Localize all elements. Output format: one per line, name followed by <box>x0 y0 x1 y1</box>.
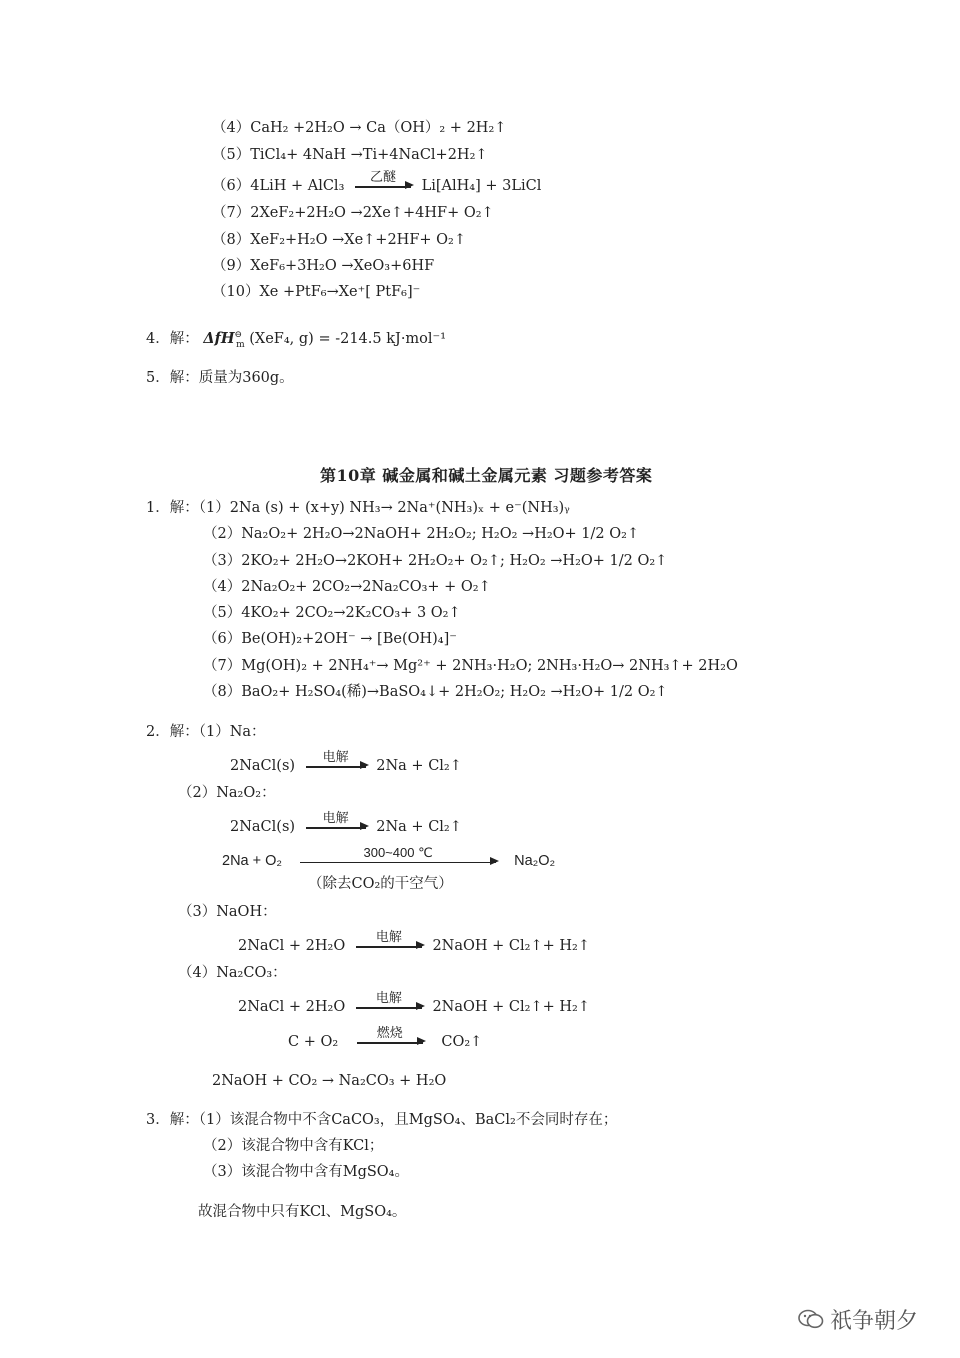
s1-line-6: （6）Be(OH)₂+2OH⁻ → [Be(OH)₄]⁻ <box>203 631 457 647</box>
eq-line-10: （10）Xe +PtF₆→Xe⁺[ PtF₆]⁻ <box>212 284 421 300</box>
s3-conclusion: 故混合物中只有KCl、MgSO₄。 <box>198 1204 407 1220</box>
chapter-title: 第10章 碱金属和碱土金属元素 习题参考答案 <box>320 466 653 485</box>
s2-eq4 <box>238 930 590 956</box>
chat-bubble-icon <box>798 1308 824 1336</box>
answer-4-value: (XeF₄, g) = -214.5 kJ·mol⁻¹ <box>249 330 447 347</box>
eq-line-4: （4）CaH₂ +2H₂O → Ca（OH）₂ + 2H₂↑ <box>212 120 507 136</box>
eq-line-5: （5）TiCl₄+ 4NaH →Ti+4NaCl+2H₂↑ <box>212 147 488 163</box>
arrow-label: 300~400 ℃ <box>363 844 433 860</box>
eq4-right: 2NaOH + Cl₂↑+ H₂↑ <box>432 938 590 954</box>
eq2-right: 2Na + Cl₂↑ <box>376 819 462 835</box>
eq-line-6-right: Li[AlH₄] + 3LiCl <box>421 178 542 194</box>
eq-line-6-left: （6）4LiH + AlCl₃ <box>212 178 345 194</box>
watermark-text: 祇争朝夕 <box>830 1309 919 1334</box>
arrow-label: 电解 <box>322 750 349 766</box>
eq5-left: 2NaCl + 2H₂O <box>238 999 346 1015</box>
s2-eq6 <box>288 1026 483 1052</box>
enthalpy-subscript: m <box>236 339 245 350</box>
s2-sub2: （2）Na₂O₂： <box>178 785 276 801</box>
s3-line-3: （3）该混合物中含有MgSO₄。 <box>203 1164 409 1180</box>
eq-line-9: （9）XeF₆+3H₂O →XeO₃+6HF <box>212 258 435 274</box>
s2-eq7: 2NaOH + CO₂ → Na₂CO₃ + H₂O <box>212 1073 447 1089</box>
standard-state-mark: ⊖ <box>234 330 243 340</box>
s2-eq3-note: （除去CO₂的干空气） <box>308 876 453 892</box>
watermark <box>798 1304 918 1336</box>
eq1-right: 2Na + Cl₂↑ <box>376 758 462 774</box>
s1-line-7: （7）Mg(OH)₂ + 2NH₄⁺→ Mg²⁺ + 2NH₃·H₂O; 2NH₃·H₂O→ 2NH₃↑+ 2H₂O <box>203 658 738 674</box>
reaction-arrow <box>355 170 411 187</box>
s1-line-1: 1．解：（1）2Na (s) + (x+y) NH₃→ 2Na⁺(NH₃)ₓ + e⁻(NH₃)ᵧ <box>146 500 570 516</box>
enthalpy-symbol: ΔfH <box>203 329 235 347</box>
arrow-label: 电解 <box>375 991 402 1007</box>
s1-line-5: （5）4KO₂+ 2CO₂→2K₂CO₃+ 3 O₂↑ <box>203 605 461 621</box>
electrolysis-arrow <box>356 930 422 947</box>
s2-sub3: （3）NaOH： <box>178 904 277 920</box>
electrolysis-arrow <box>306 811 366 828</box>
arrow-label: 乙醚 <box>369 170 396 186</box>
s2-eq3 <box>222 844 556 871</box>
s1-line-4: （4）2Na₂O₂+ 2CO₂→2Na₂CO₃+ + O₂↑ <box>203 579 491 595</box>
eq-line-7: （7）2XeF₂+2H₂O →2Xe↑+4HF+ O₂↑ <box>212 205 494 221</box>
eq5-right: 2NaOH + Cl₂↑+ H₂↑ <box>432 999 590 1015</box>
combustion-arrow <box>357 1026 423 1043</box>
arrow-label: 电解 <box>375 930 402 946</box>
arrow-label: 燃烧 <box>376 1026 403 1042</box>
s2-eq5 <box>238 991 590 1017</box>
eq2-left: 2NaCl(s) <box>230 819 296 835</box>
electrolysis-arrow <box>306 750 366 767</box>
s3-line-2: （2）该混合物中含有KCl； <box>203 1138 384 1154</box>
s2-eq2 <box>230 811 462 837</box>
heating-arrow <box>300 844 496 863</box>
eq1-left: 2NaCl(s) <box>230 758 296 774</box>
answer-4 <box>146 325 446 355</box>
eq6-right: CO₂↑ <box>441 1034 483 1050</box>
eq3-right: Na₂O₂ <box>514 853 556 869</box>
s1-line-8: （8）BaO₂+ H₂SO₄(稀)→BaSO₄↓+ 2H₂O₂; H₂O₂ →H₂O+ 1/2 O₂↑ <box>203 684 668 700</box>
answer-5: 5．解：质量为360g。 <box>146 370 294 386</box>
eq4-left: 2NaCl + 2H₂O <box>238 938 346 954</box>
s2-head: 2．解：（1）Na： <box>146 724 266 740</box>
eq-line-8: （8）XeF₂+H₂O →Xe↑+2HF+ O₂↑ <box>212 232 466 248</box>
s1-line-2: （2）Na₂O₂+ 2H₂O→2NaOH+ 2H₂O₂; H₂O₂ →H₂O+ 1/2 O₂↑ <box>203 526 640 542</box>
arrow-label: 电解 <box>322 811 349 827</box>
s3-line-1: 3．解：（1）该混合物中不含CaCO₃，且MgSO₄、BaCl₂不会同时存在； <box>146 1112 618 1128</box>
eq6-left: C + O₂ <box>288 1034 339 1050</box>
electrolysis-arrow <box>356 991 422 1008</box>
s1-line-3: （3）2KO₂+ 2H₂O→2KOH+ 2H₂O₂+ O₂↑; H₂O₂ →H₂O+ 1/2 O₂↑ <box>203 553 668 569</box>
s2-eq1 <box>230 750 462 776</box>
eq-line-6 <box>212 170 542 196</box>
eq3-left: 2Na + O₂ <box>222 853 283 869</box>
answer-4-prefix: 4．解： <box>146 330 199 347</box>
s2-sub4: （4）Na₂CO₃： <box>178 965 287 981</box>
